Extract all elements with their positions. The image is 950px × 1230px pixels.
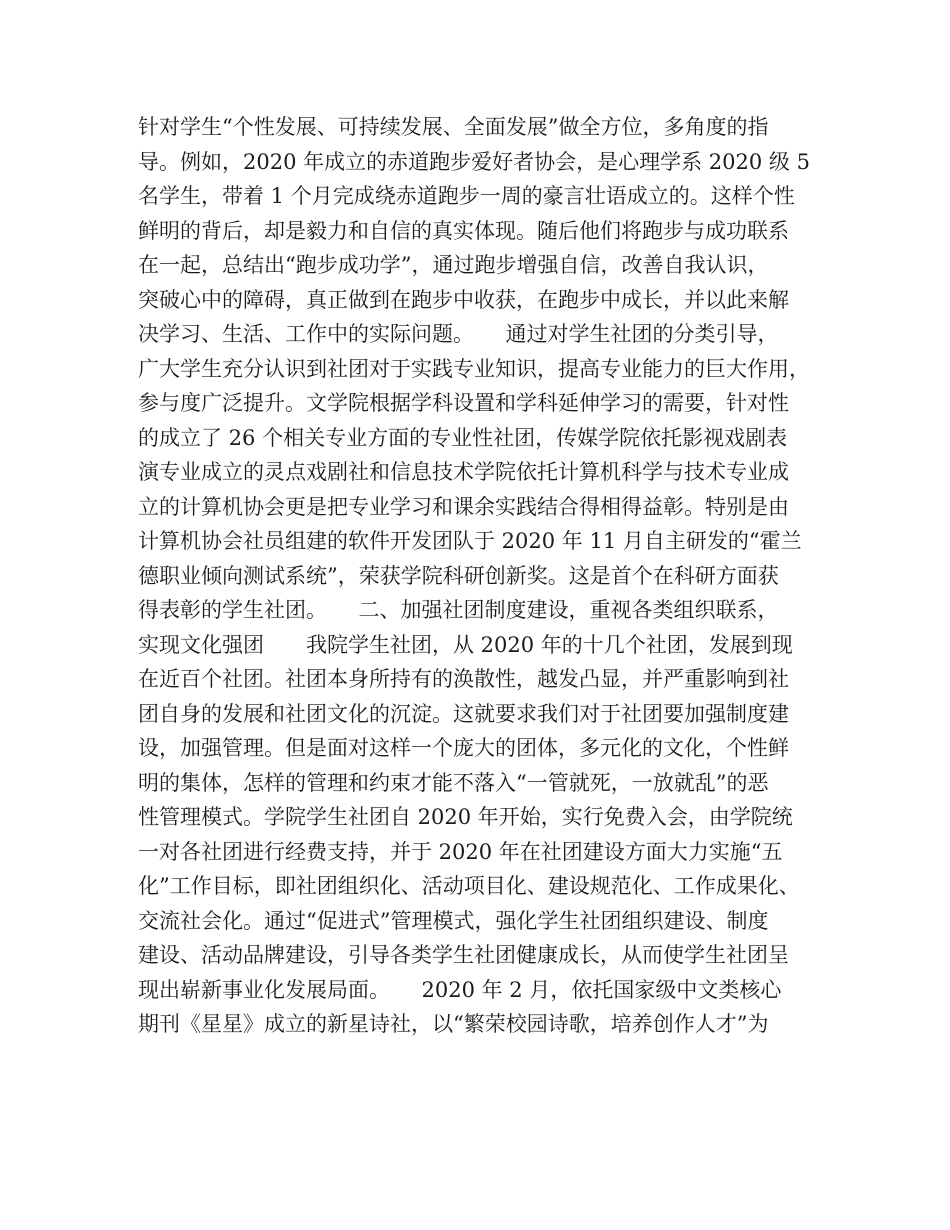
- text-line: 广大学生充分认识到社团对于实践专业知识，提高专业能力的巨大作用，: [138, 356, 810, 381]
- text-line: 期刊《星星》成立的新星诗社，以“繁荣校园诗歌，培养创作人才”为: [138, 1012, 769, 1036]
- text-line: 计算机协会社员组建的软件开发团队于 2020 年 11 月自主研发的“霍兰: [138, 529, 802, 553]
- document-page: [138, 110, 828, 1042]
- text-line: 导。例如，2020 年成立的赤道跑步爱好者协会，是心理学系 2020 级 5: [138, 149, 810, 174]
- text-line: 设，加强管理。但是面对这样一个庞大的团体，多元化的文化，个性鲜: [138, 736, 789, 760]
- text-line: 突破心中的障碍，真正做到在跑步中收获，在跑步中成长，并以此来解: [138, 287, 789, 312]
- text-line: 名学生，带着 1 个月完成绕赤道跑步一周的豪言壮语成立的。这样个性: [138, 184, 795, 208]
- text-line: 立的计算机协会更是把专业学习和课余实践结合得相得益彰。特别是由: [138, 494, 789, 519]
- text-line: 建设、活动品牌建设，引导各类学生社团健康成长，从而使学生社团呈: [138, 943, 789, 967]
- text-line: 参与度广泛提升。文学院根据学科设置和学科延伸学习的需要，针对性: [138, 391, 789, 415]
- text-line: 在近百个社团。社团本身所持有的涣散性，越发凸显，并严重影响到社: [138, 667, 789, 691]
- text-line: 演专业成立的灵点戏剧社和信息技术学院依托计算机科学与技术专业成: [138, 460, 789, 484]
- text-line: 明的集体，怎样的管理和约束才能不落入“一管就死，一放就乱”的恶: [138, 770, 769, 795]
- text-line: 交流社会化。通过“促进式”管理模式，强化学生社团组织建设、制度: [138, 908, 769, 933]
- text-line: 现出崭新事业化发展局面。 2020 年 2 月，依托国家级中文类核心: [138, 977, 782, 1002]
- text-line: 化”工作目标，即社团组织化、活动项目化、建设规范化、工作成果化、: [138, 874, 800, 898]
- text-line: 鲜明的背后，却是毅力和自信的真实体现。随后他们将跑步与成功联系: [138, 218, 789, 243]
- text-line: 得表彰的学生社团。 二、加强社团制度建设，重视各类组织联系，: [138, 598, 779, 622]
- text-line: 针对学生“个性发展、可持续发展、全面发展”做全方位，多角度的指: [138, 115, 769, 139]
- text-line: 实现文化强团 我院学生社团，从 2020 年的十几个社团，发展到现: [138, 632, 793, 657]
- text-line: 在一起，总结出“跑步成功学”，通过跑步增强自信，改善自我认识，: [138, 253, 769, 277]
- text-line: 性管理模式。学院学生社团自 2020 年开始，实行免费入会，由学院统: [138, 805, 793, 829]
- text-line: 的成立了 26 个相关专业方面的专业性社团，传媒学院依托影视戏剧表: [138, 425, 788, 450]
- text-line: 团自身的发展和社团文化的沉淀。这就要求我们对于社团要加强制度建: [138, 701, 789, 726]
- text-line: 一对各社团进行经费支持，并于 2020 年在社团建设方面大力实施“五: [138, 839, 783, 864]
- text-line: 德职业倾向测试系统”，荣获学院科研创新奖。这是首个在科研方面获: [138, 563, 779, 588]
- text-line: 决学习、生活、工作中的实际问题。 通过对学生社团的分类引导，: [138, 322, 779, 346]
